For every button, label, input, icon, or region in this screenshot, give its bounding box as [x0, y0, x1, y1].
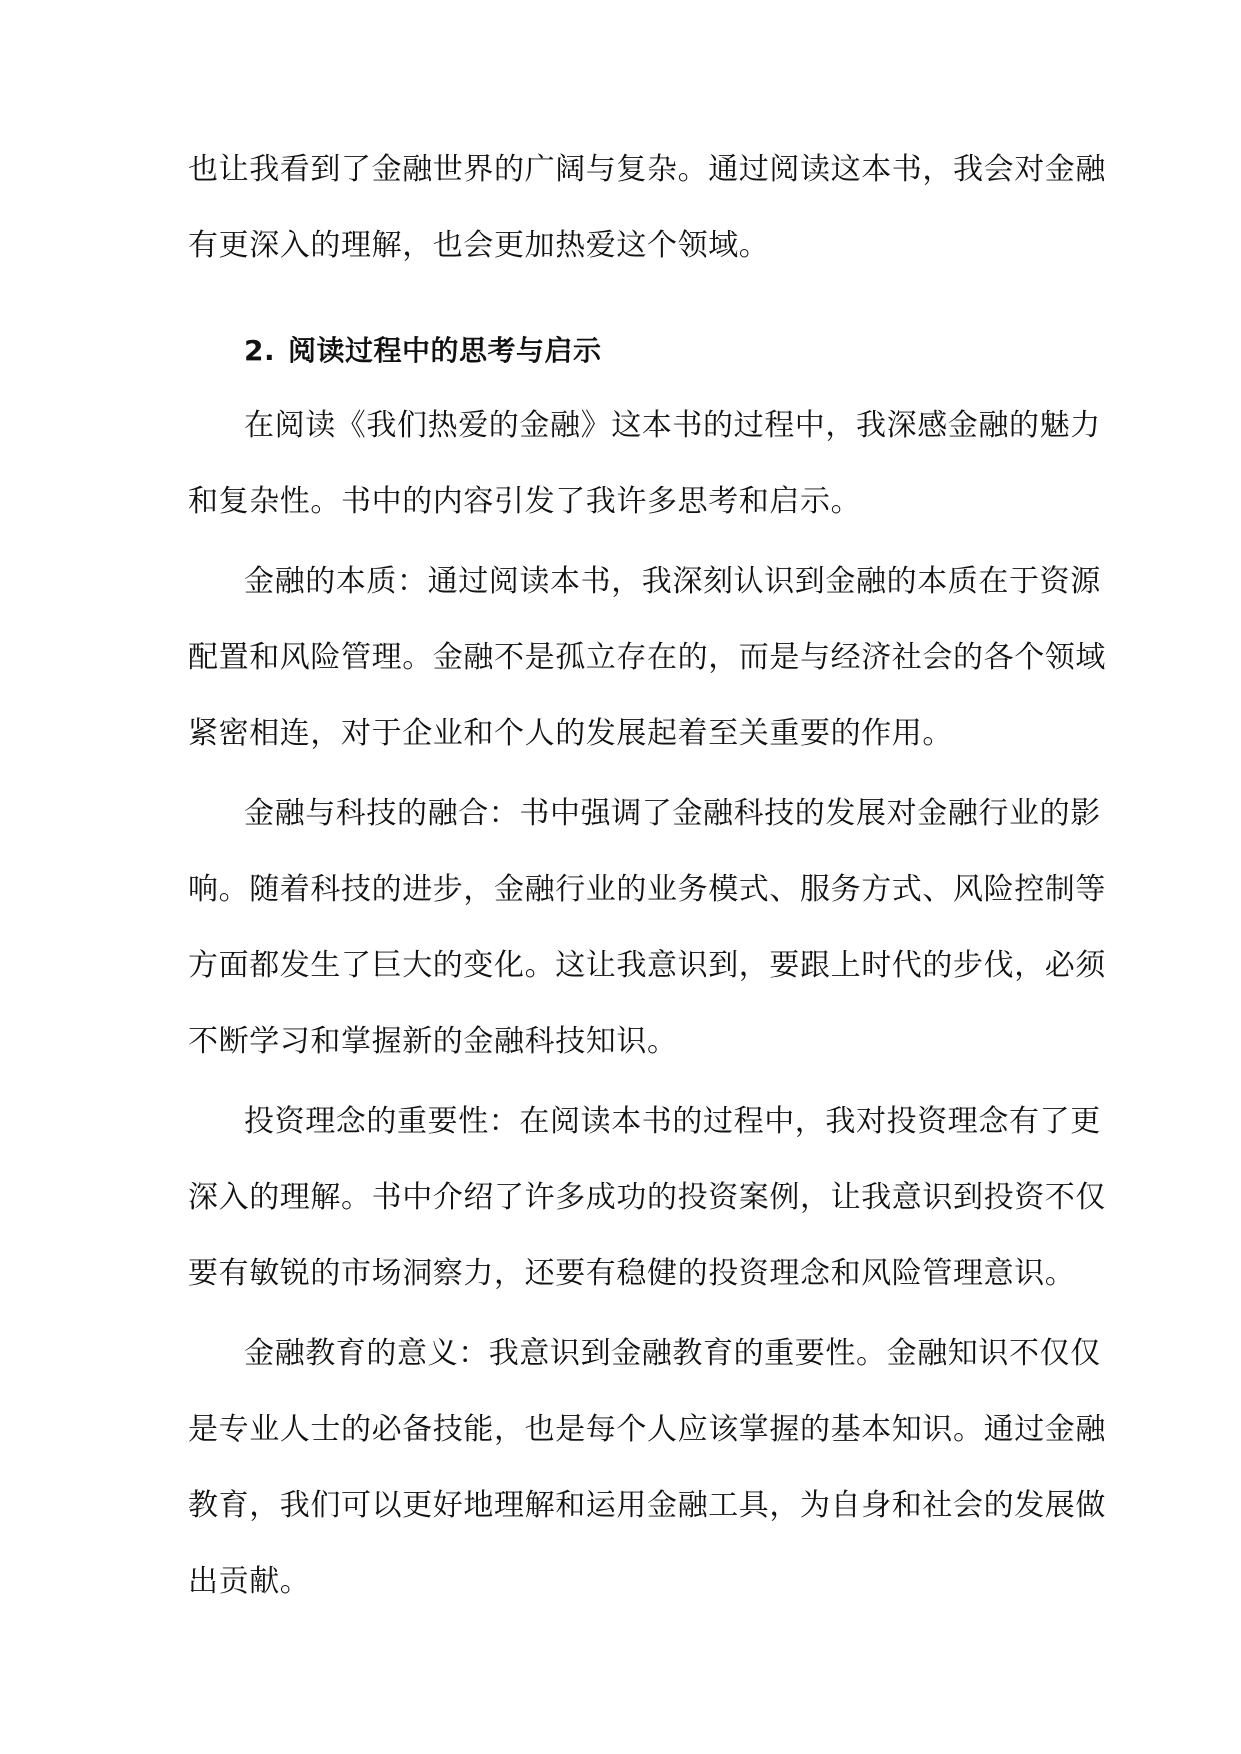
intro-line-1: 也让我看到了金融世界的广阔与复杂。通过阅读这本书，我会对金融: [188, 152, 1106, 187]
paragraph-3-line-4: 不断学习和掌握新的金融科技知识。: [188, 1024, 678, 1059]
paragraph-4-line-2: 深入的理解。书中介绍了许多成功的投资案例，让我意识到投资不仅: [188, 1180, 1106, 1215]
section-title: 阅读过程中的思考与启示: [288, 334, 602, 367]
paragraph-5-line-4: 出贡献。: [188, 1564, 311, 1599]
paragraph-1-line-2: 和复杂性。书中的内容引发了我许多思考和启示。: [188, 484, 862, 519]
paragraph-5-line-3: 教育，我们可以更好地理解和运用金融工具，为自身和社会的发展做: [188, 1488, 1106, 1523]
paragraph-3-line-1: 金融与科技的融合：书中强调了金融科技的发展对金融行业的影: [244, 796, 1101, 831]
paragraph-1-line-1: 在阅读《我们热爱的金融》这本书的过程中，我深感金融的魅力: [244, 408, 1101, 443]
paragraph-3-line-2: 响。随着科技的进步，金融行业的业务模式、服务方式、风险控制等: [188, 872, 1106, 907]
paragraph-5-line-1: 金融教育的意义：我意识到金融教育的重要性。金融知识不仅仅: [244, 1336, 1101, 1371]
intro-line-2: 有更深入的理解，也会更加热爱这个领域。: [188, 228, 770, 263]
section-number: 2.: [244, 334, 276, 367]
paragraph-2-line-2: 配置和风险管理。金融不是孤立存在的，而是与经济社会的各个领域: [188, 640, 1106, 675]
paragraph-3-line-3: 方面都发生了巨大的变化。这让我意识到，要跟上时代的步伐，必须: [188, 948, 1106, 983]
paragraph-2-line-1: 金融的本质：通过阅读本书，我深刻认识到金融的本质在于资源: [244, 564, 1101, 599]
paragraph-5-line-2: 是专业人士的必备技能，也是每个人应该掌握的基本知识。通过金融: [188, 1412, 1106, 1447]
paragraph-2-line-3: 紧密相连，对于企业和个人的发展起着至关重要的作用。: [188, 716, 953, 751]
paragraph-4-line-1: 投资理念的重要性：在阅读本书的过程中，我对投资理念有了更: [244, 1104, 1101, 1139]
paragraph-4-line-3: 要有敏锐的市场洞察力，还要有稳健的投资理念和风险管理意识。: [188, 1256, 1076, 1291]
section-heading: [244, 331, 1044, 371]
